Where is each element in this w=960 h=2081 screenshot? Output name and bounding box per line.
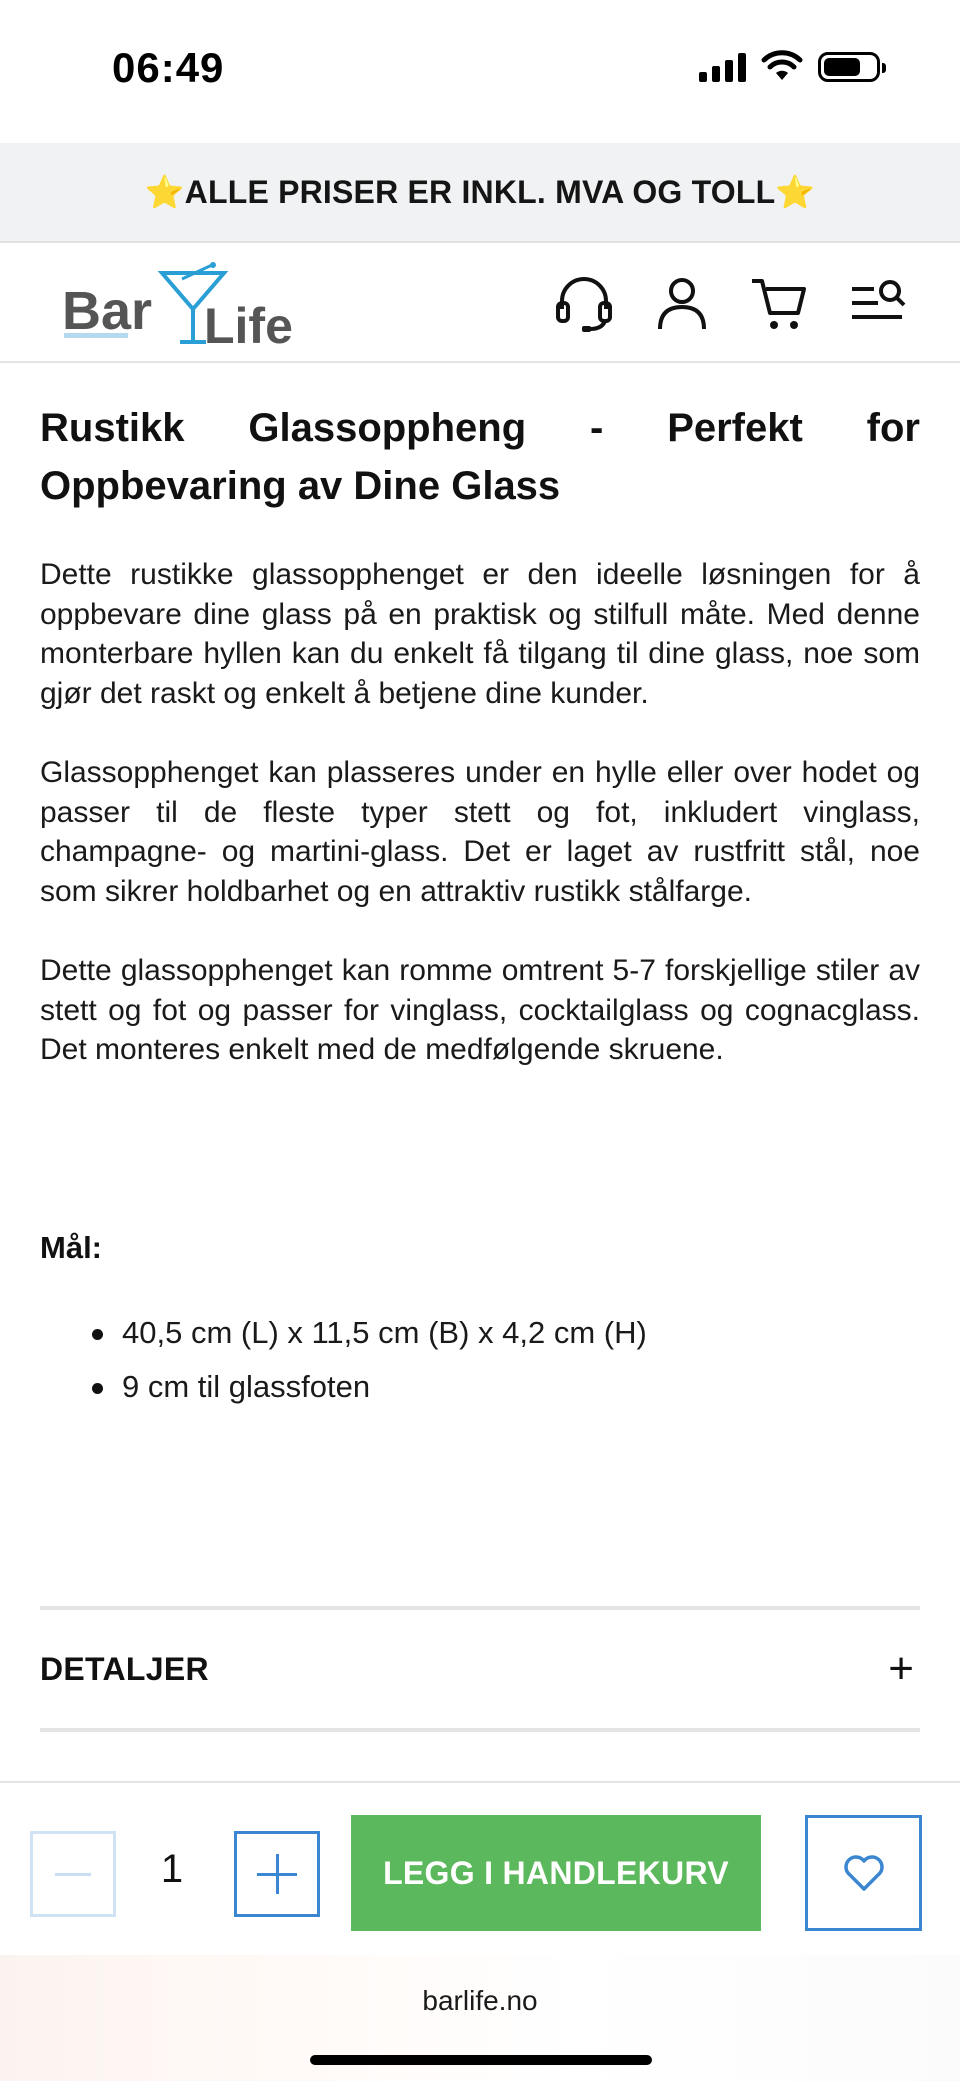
logo-text-bar: Bar — [62, 281, 153, 341]
user-icon[interactable] — [652, 273, 712, 333]
headset-icon[interactable] — [554, 273, 614, 333]
list-item: 9 cm til glassfoten — [122, 1360, 920, 1414]
wifi-icon — [762, 52, 802, 82]
home-indicator[interactable] — [310, 2055, 652, 2065]
dimensions-label: Mål: — [40, 1229, 102, 1265]
accordion-title: DETALJER — [40, 1650, 209, 1687]
add-to-cart-button[interactable]: LEGG I HANDLEKURV — [351, 1815, 761, 1931]
dimensions-list — [40, 1306, 920, 1414]
status-time: 06:49 — [112, 44, 225, 91]
minus-icon — [55, 1873, 91, 1876]
description-paragraph: Dette glassopphenget kan romme omtrent 5-7 forskjellige stiler av stett og fot og passer for vinglass, cocktailglass og cognacglass. Det monteres enkelt med de medfølgende skruene. — [40, 954, 920, 1066]
plus-icon: + — [888, 1644, 914, 1693]
battery-icon — [818, 52, 880, 82]
header-icons — [554, 273, 908, 333]
list-item: 40,5 cm (L) x 11,5 cm (B) x 4,2 cm (H) — [122, 1306, 920, 1360]
quantity-decrease-button[interactable] — [30, 1831, 116, 1917]
status-icons — [699, 52, 880, 82]
url-text[interactable]: barlife.no — [422, 1985, 538, 2016]
barlife-logo[interactable] — [62, 261, 293, 354]
browser-url-bar — [0, 1955, 960, 2081]
quantity-value[interactable]: 1 — [160, 1847, 184, 1891]
promo-text: ⭐ALLE PRISER ER INKL. MVA OG TOLL⭐ — [144, 174, 816, 210]
status-bar — [0, 0, 960, 143]
promo-banner — [0, 143, 960, 243]
wishlist-button[interactable] — [805, 1815, 922, 1931]
accordion-details[interactable] — [40, 1606, 920, 1728]
logo-text-life: Life — [204, 298, 293, 354]
accordion-reviews[interactable] — [40, 1728, 920, 1788]
description-paragraph: Dette rustikke glassopphenget er den ideelle løsningen for å oppbevare dine glass på en praktisk og stilfull måte. Med denne monterbare hyllen kan du enkelt få tilgang til dine glass, noe som gjør det raskt og enkelt å betjene dine kunder. — [40, 558, 920, 710]
cart-icon[interactable] — [750, 273, 810, 333]
menu-search-icon[interactable] — [848, 273, 908, 333]
add-to-cart-bar — [0, 1781, 960, 1955]
cellular-signal-icon — [699, 52, 746, 82]
description-paragraph: Glassopphenget kan plasseres under en hylle eller over hodet og passer til de fleste typer stett og fot, inkludert vinglass, champagne- og martini-glass. Det er laget av rustfritt stål, noe som sikrer holdbarhet og en attraktiv rustikk stålfarge. — [40, 756, 920, 908]
heart-icon — [842, 1853, 886, 1893]
product-title: Rustikk Glassoppheng - Perfekt for Oppbevaring av Dine Glass — [40, 406, 920, 508]
site-header — [0, 245, 960, 363]
product-description — [40, 363, 920, 1414]
product-accordion — [40, 1606, 920, 1788]
quantity-increase-button[interactable] — [234, 1831, 320, 1917]
